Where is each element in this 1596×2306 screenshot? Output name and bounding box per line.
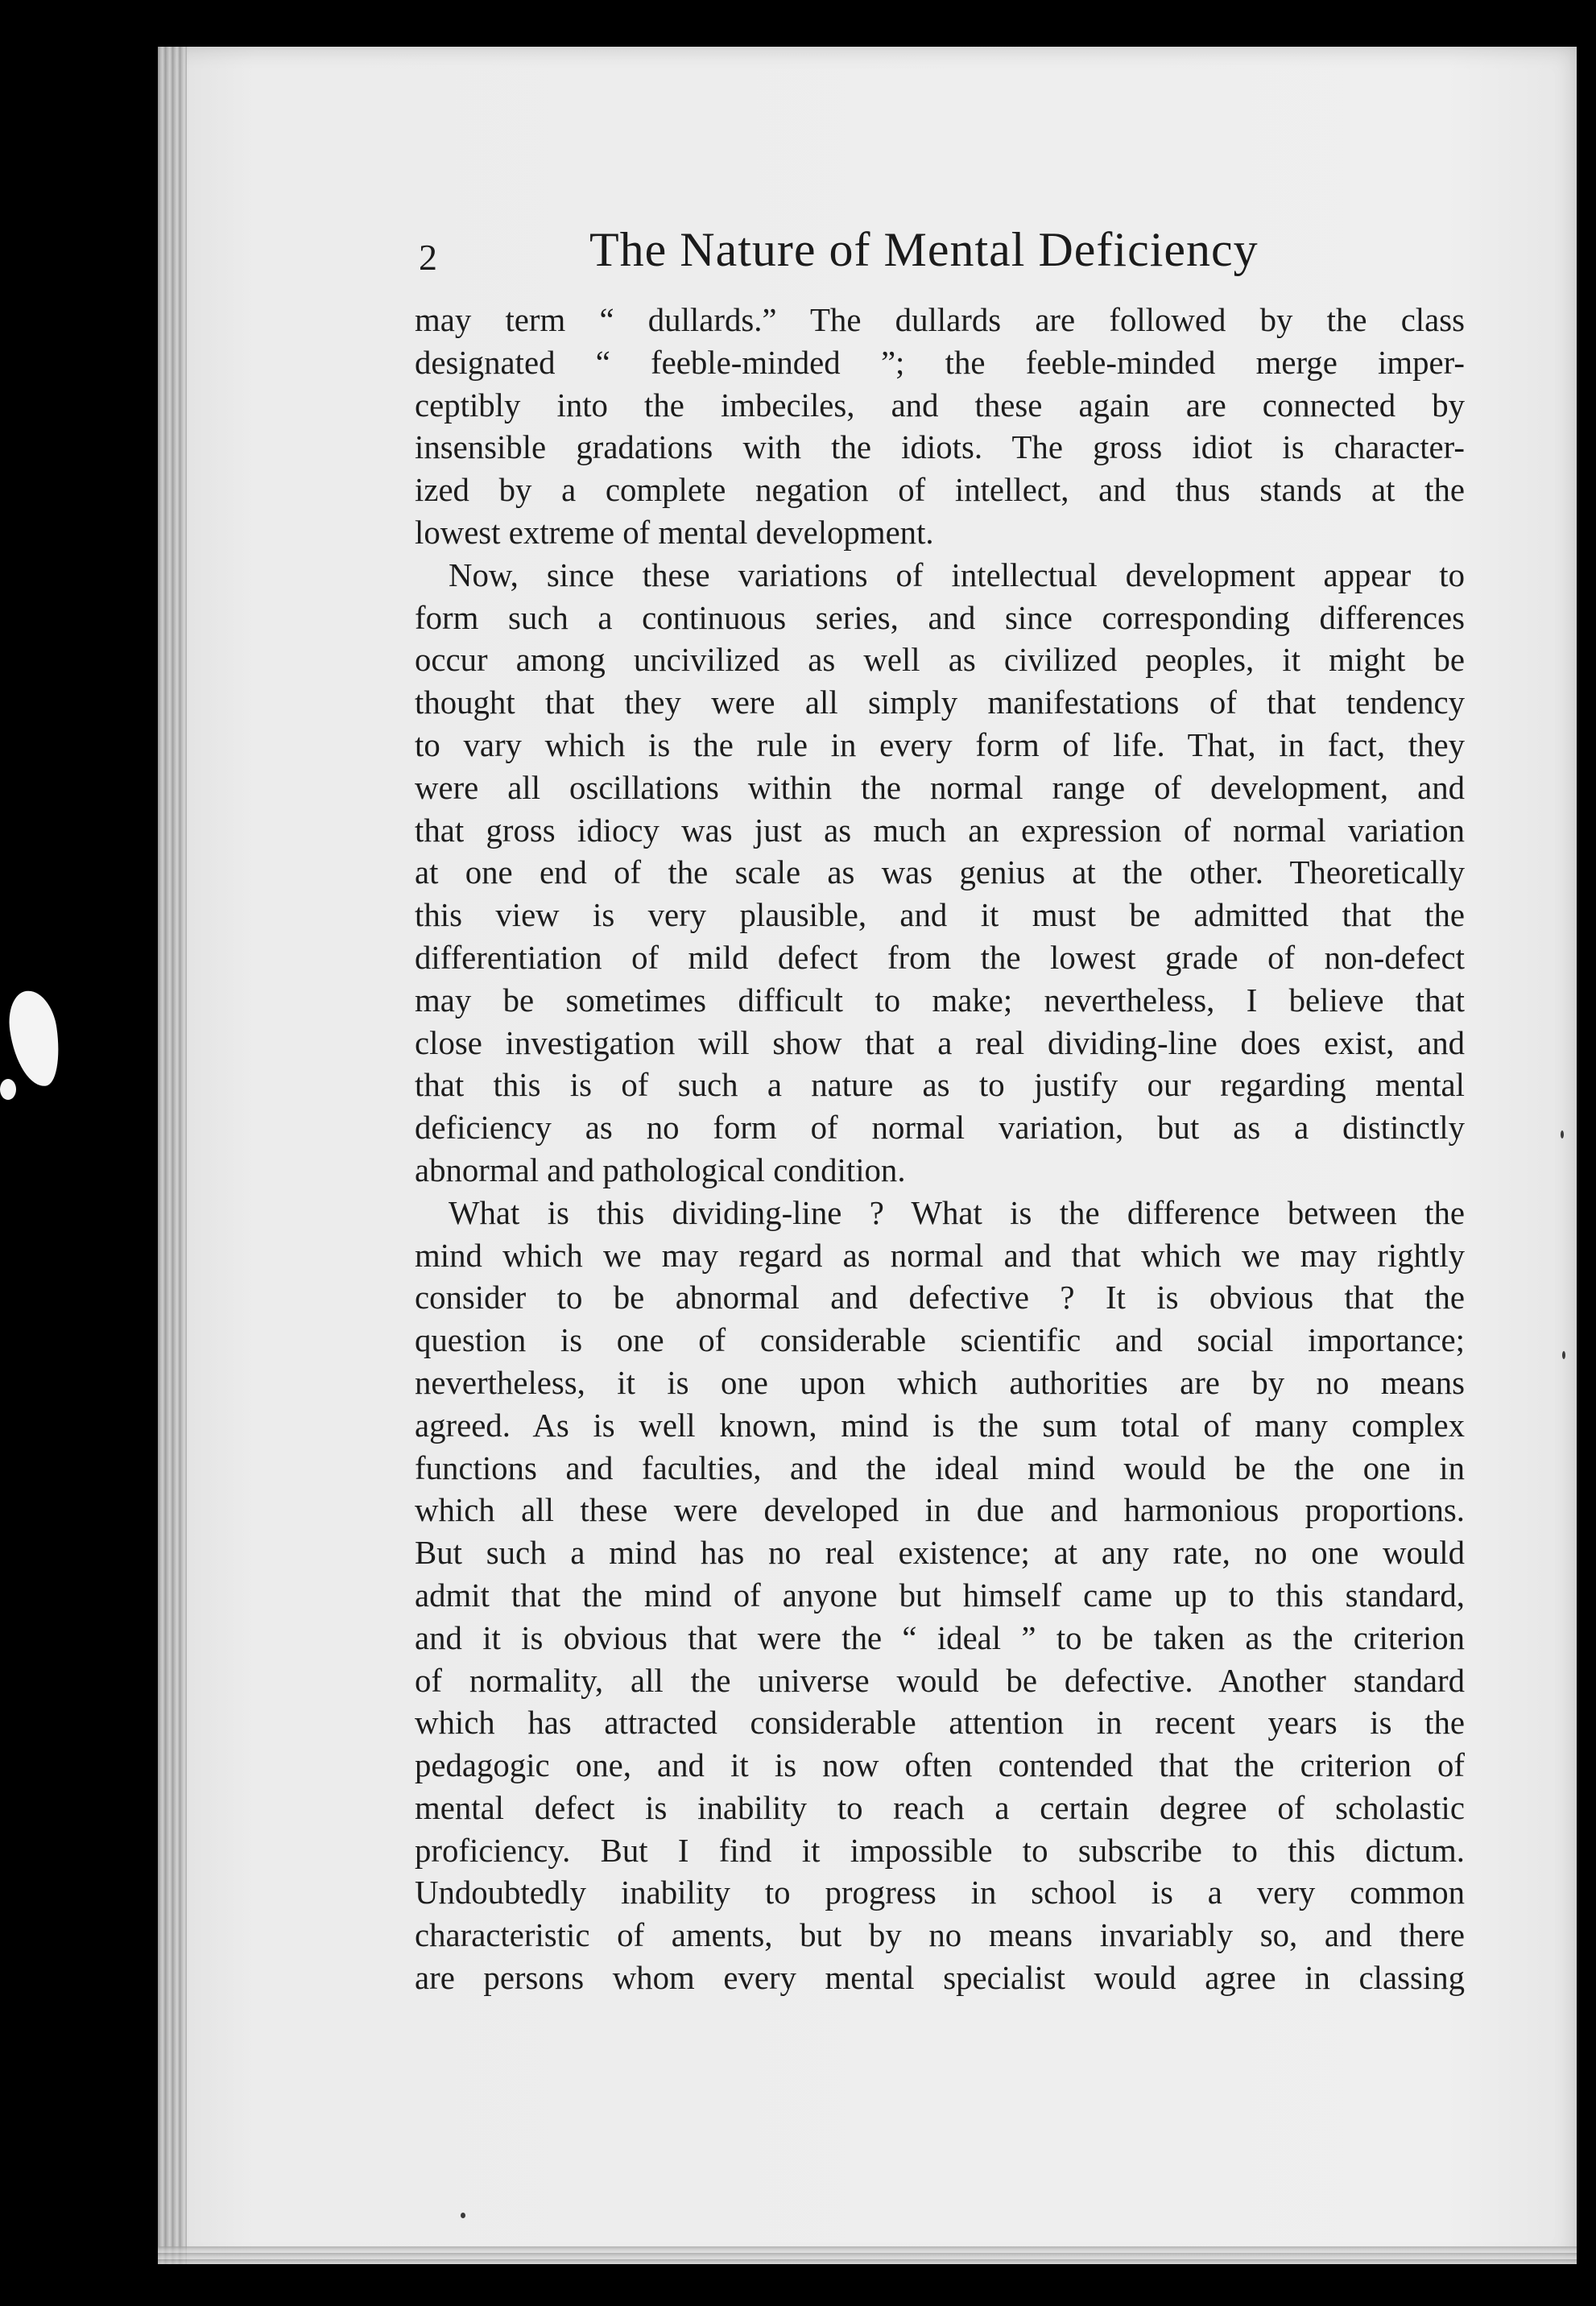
text-line: were all oscillations within the normal range of development, and [415,769,1465,806]
ink-speck [461,2213,465,2218]
running-title: The Nature of Mental Deficiency [589,223,1259,276]
text-line: at one end of the scale as was genius at the other. Theoretically [415,854,1465,891]
text-line: question is one of considerable scientific and social importance; [415,1322,1465,1359]
text-line: lowest extreme of mental development. [415,514,934,551]
text-line: this view is very plausible, and it must be admitted that the [415,897,1465,934]
body-text [415,300,1465,2000]
text-line: But such a mind has no real existence; at any rate, no one would [415,1535,1465,1572]
scan-artifact-blot-small [0,1079,16,1100]
text-line: characteristic of aments, but by no means invariably so, and there [415,1917,1465,1954]
text-line: of normality, all the universe would be defective. Another standard [415,1662,1465,1699]
text-line: are persons whom every mental specialist would agree in classing [415,1960,1465,1997]
text-line: Undoubtedly inability to progress in school is a very common [415,1874,1465,1911]
running-header [419,216,1466,288]
text-line: pedagogic one, and it is now often contended that the criterion of [415,1747,1465,1784]
text-line: proficiency. But I find it impossible to subscribe to this dictum. [415,1832,1465,1869]
text-line: consider to be abnormal and defective ? It is obvious that the [415,1279,1465,1316]
scan-artifact-blot [5,988,64,1090]
text-line: close investigation will show that a real dividing-line does exist, and [415,1024,1465,1061]
text-line: admit that the mind of anyone but himself came up to this standard, [415,1577,1465,1614]
text-line: insensible gradations with the idiots. The gross idiot is character- [415,429,1465,466]
text-line: ceptibly into the imbeciles, and these again are connected by [415,386,1465,424]
ink-speck [1562,1351,1565,1359]
text-line: abnormal and pathological condition. [415,1151,906,1188]
text-line: that this is of such a nature as to justify our regarding mental [415,1067,1465,1104]
text-line: that gross idiocy was just as much an expression of normal variation [415,812,1465,849]
text-line: differentiation of mild defect from the lowest grade of non-defect [415,939,1465,976]
text-line: may term “ dullards.” The dullards are followed by the class [415,302,1465,338]
text-line: to vary which is the rule in every form of life. That, in fact, they [415,726,1465,763]
text-line: form such a continuous series, and since corresponding differences [415,599,1465,636]
text-line: mind which we may regard as normal and that which we may rightly [415,1237,1465,1274]
text-line: nevertheless, it is one upon which authorities are by no means [415,1364,1465,1401]
text-line: occur among uncivilized as well as civilized peoples, it might be [415,642,1465,679]
text-line: functions and faculties, and the ideal mind would be the one in [415,1449,1465,1486]
ink-speck [1561,1130,1564,1139]
text-line: Now, since these variations of intellectual development appear to [449,556,1465,593]
text-line: designated “ feeble-minded ”; the feeble-minded merge imper- [415,344,1465,381]
text-line: and it is obvious that were the “ ideal ” to be taken as the criterion [415,1619,1465,1656]
text-line: deficiency as no form of normal variation, but as a distinctly [415,1110,1465,1147]
page-number: 2 [419,237,437,278]
page-bottom-edge [158,2246,1577,2264]
text-line: which has attracted considerable attention in recent years is the [415,1705,1465,1742]
text-line: thought that they were all simply manifestations of that tendency [415,684,1465,721]
text-line: mental defect is inability to reach a certain degree of scholastic [415,1789,1465,1826]
text-line: may be sometimes difficult to make; nevertheless, I believe that [415,981,1465,1019]
page-gutter-edge [158,47,187,2264]
text-line: agreed. As is well known, mind is the sum total of many complex [415,1407,1465,1444]
text-line: What is this dividing-line ? What is the difference between the [449,1194,1465,1231]
text-line: which all these were developed in due and harmonious proportions. [415,1492,1465,1529]
text-line: ized by a complete negation of intellect, and thus stands at the [415,472,1465,509]
